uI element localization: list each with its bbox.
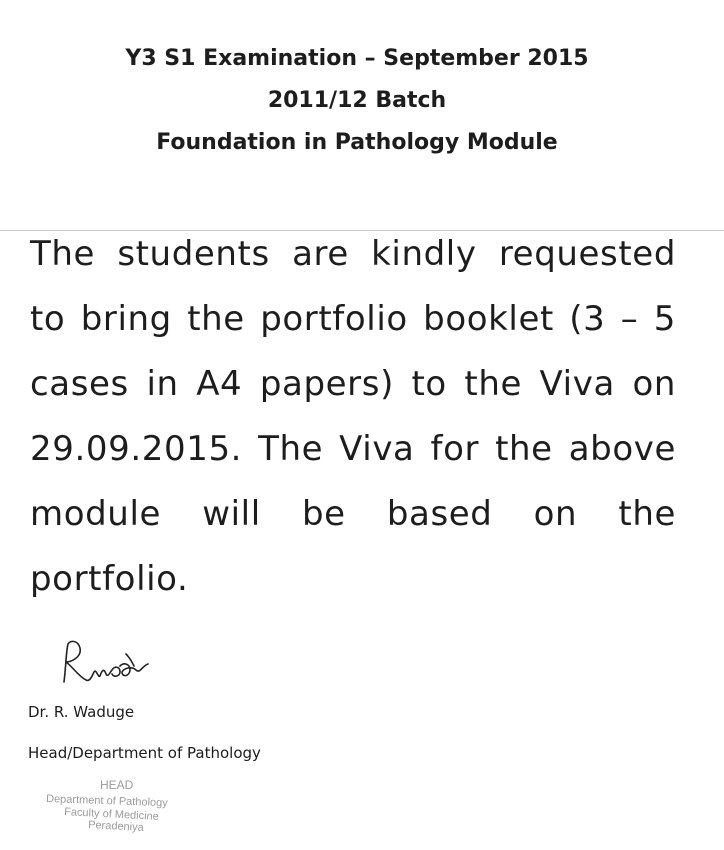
handwritten-signature <box>56 636 166 692</box>
batch-title: 2011/12 Batch <box>267 88 447 113</box>
stamp-line-4: Peradeniya <box>87 819 145 834</box>
document-header <box>0 38 724 164</box>
signatory-name: Dr. R. Waduge <box>28 703 135 721</box>
module-title: Foundation in Pathology Module <box>156 130 558 155</box>
signatory-title: Head/Department of Pathology <box>28 744 261 762</box>
stamp-line-1: HEAD <box>100 778 134 792</box>
department-stamp <box>40 776 230 842</box>
stamp-line-2: Department of Pathology <box>45 793 168 810</box>
notice-text: The students are kindly requested to bring the portfolio booklet (3 – 5 cases in A4 papers) to the Viva on 29.09.2015. The Viva for the above module will be based on the portfolio. <box>30 234 676 599</box>
stamp-line-3: Faculty of Medicine <box>63 806 160 823</box>
exam-title: Y3 S1 Examination – September 2015 <box>125 46 589 71</box>
